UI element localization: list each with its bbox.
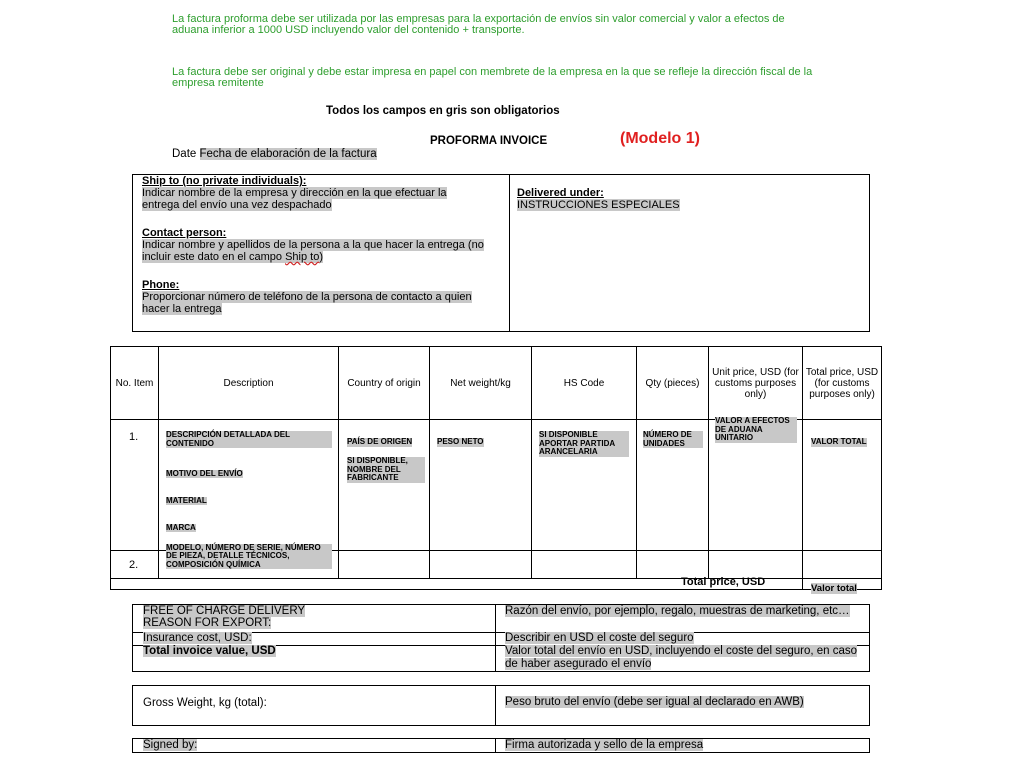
ship-to-title: Ship to (no private individuals): bbox=[142, 175, 307, 187]
country-origin-value: PAÍS DE ORIGEN bbox=[347, 437, 413, 446]
signed-by-field[interactable]: Firma autorizada y sello de la empresa bbox=[505, 739, 704, 751]
ship-to-ref: Ship to bbox=[285, 251, 320, 263]
row1-hs-code[interactable]: SI DISPONIBLE APORTAR PARTIDA ARANCELARIA bbox=[539, 431, 629, 457]
date-label: Date bbox=[172, 148, 197, 160]
model-label: (Modelo 1) bbox=[620, 130, 700, 147]
export-details-box bbox=[132, 604, 870, 672]
desc-reason: MOTIVO DEL ENVÍO bbox=[166, 468, 243, 478]
total-invoice-label: Total invoice value, USD bbox=[143, 645, 276, 657]
desc-model: MODELO, NÚMERO DE SERIE, NÚMERO DE PIEZA, DETALLE TÉCNICOS, COMPOSICIÓN QUÍMICA bbox=[166, 544, 332, 570]
date-row bbox=[172, 148, 377, 160]
ship-to-field[interactable]: Indicar nombre de la empresa y dirección en la que efectuar la entrega del envío una vez despachado bbox=[142, 187, 447, 211]
insurance-field[interactable]: Describir en USD el coste del seguro bbox=[505, 632, 694, 644]
manufacturer-value: SI DISPONIBLE, NOMBRE DEL FABRICANTE bbox=[347, 457, 425, 483]
desc-content: DESCRIPCIÓN DETALLADA DEL CONTENIDO bbox=[166, 431, 332, 448]
phone-field[interactable]: Proporcionar número de teléfono de la persona de contacto a quien hacer la entrega bbox=[142, 291, 472, 315]
row2-number: 2. bbox=[129, 559, 139, 571]
free-delivery-field[interactable]: Razón del envío, por ejemplo, regalo, muestras de marketing, etc… bbox=[505, 605, 850, 617]
signed-by-box bbox=[132, 738, 870, 753]
gross-weight-field[interactable]: Peso bruto del envío (debe ser igual al declarado en AWB) bbox=[505, 696, 804, 708]
contact-person-field[interactable] bbox=[142, 239, 484, 263]
delivered-under-title: Delivered under: bbox=[517, 187, 604, 199]
row1-unit-price[interactable]: VALOR A EFECTOS DE ADUANA UNITARIO bbox=[715, 417, 797, 443]
recipient-box bbox=[132, 174, 870, 332]
total-price-label: Total price, USD bbox=[681, 576, 766, 588]
header-qty: Qty (pieces) bbox=[645, 377, 700, 389]
row1-qty[interactable]: NÚMERO DE UNIDADES bbox=[643, 431, 703, 448]
phone-title: Phone: bbox=[142, 279, 180, 291]
gross-weight-box bbox=[132, 685, 870, 726]
contact-text-end: ) bbox=[319, 251, 324, 263]
total-price-value[interactable]: Valor total bbox=[811, 583, 857, 594]
signed-by-label: Signed by: bbox=[143, 739, 198, 751]
insurance-label: Insurance cost, USD: bbox=[143, 632, 252, 644]
header-total-price: Total price, USD (for customs purposes only) bbox=[805, 366, 879, 400]
total-invoice-field[interactable]: Valor total del envío en USD, incluyendo el coste del seguro, en caso de haber asegurado el envío bbox=[505, 645, 858, 670]
delivered-under-field[interactable]: INSTRUCCIONES ESPECIALES bbox=[517, 199, 680, 211]
row1-net-weight[interactable]: PESO NETO bbox=[437, 437, 484, 446]
mandatory-fields-note: Todos los campos en gris son obligatorios bbox=[326, 105, 560, 117]
intro-paragraph-1: La factura proforma debe ser utilizada por las empresas para la exportación de envíos sin valor comercial y valor a efectos de aduana inferior a 1000 USD incluyendo valor del contenido + transporte. bbox=[172, 13, 785, 36]
desc-material: MATERIAL bbox=[166, 495, 207, 505]
row1-number: 1. bbox=[129, 431, 139, 443]
contact-text: Indicar nombre y apellidos de la persona a la que hacer la entrega (no incluir este dato en el campo bbox=[142, 239, 484, 263]
header-no-item: No. Item bbox=[115, 377, 154, 389]
free-delivery-label: FREE OF CHARGE DELIVERY REASON FOR EXPORT: bbox=[143, 605, 306, 629]
desc-brand: MARCA bbox=[166, 522, 196, 532]
header-hs-code: HS Code bbox=[563, 377, 605, 389]
header-unit-price: Unit price, USD (for customs purposes only) bbox=[712, 366, 799, 400]
row1-description[interactable] bbox=[166, 431, 332, 572]
row1-country[interactable] bbox=[347, 431, 425, 485]
header-description: Description bbox=[223, 377, 274, 389]
invoice-title: PROFORMA INVOICE bbox=[430, 135, 548, 147]
intro-paragraph-2: La factura debe ser original y debe estar impresa en papel con membrete de la empresa en la que se refleje la dirección fiscal de la empresa remitente bbox=[172, 66, 813, 89]
row1-total-price[interactable]: VALOR TOTAL bbox=[811, 437, 867, 446]
date-field[interactable]: Fecha de elaboración de la factura bbox=[199, 148, 377, 160]
header-net-weight: Net weight/kg bbox=[450, 377, 511, 389]
header-country-origin: Country of origin bbox=[347, 377, 421, 389]
contact-person-title: Contact person: bbox=[142, 227, 227, 239]
items-table bbox=[110, 346, 882, 594]
gross-weight-label: Gross Weight, kg (total): bbox=[143, 697, 267, 709]
